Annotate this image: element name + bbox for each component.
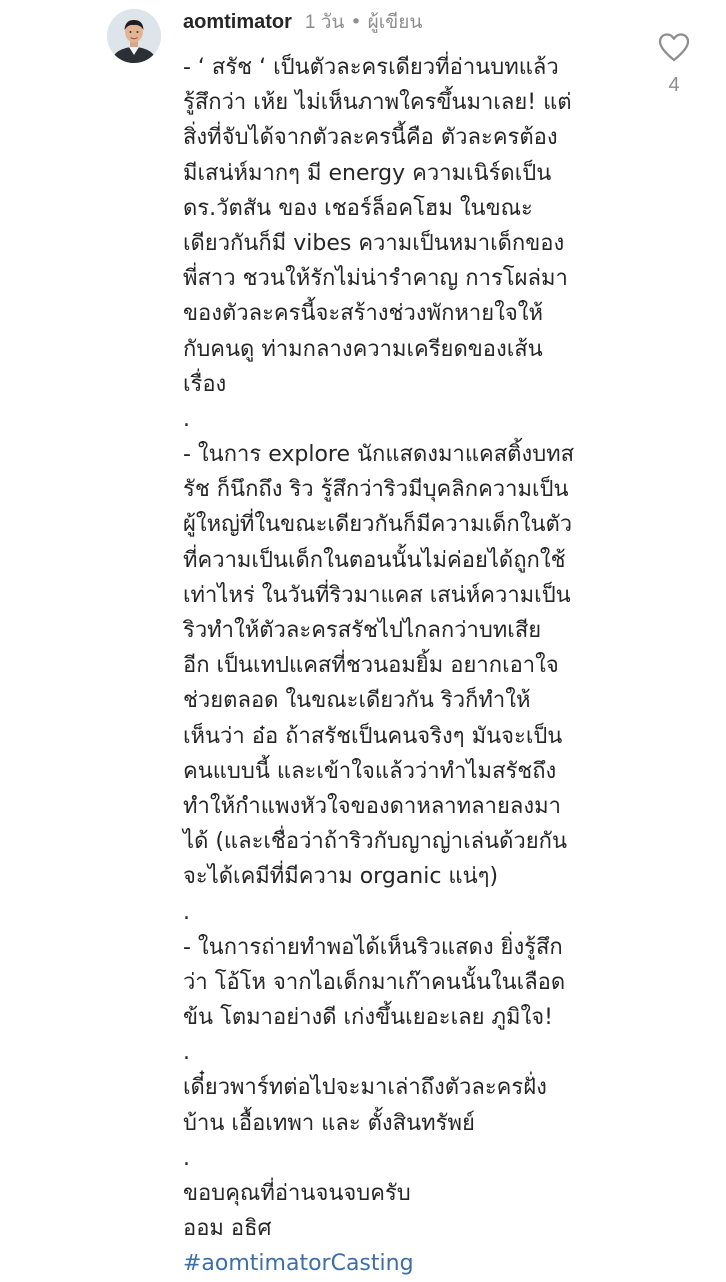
comment-line: . [183,899,190,925]
comment-line: เดี๋ยวพาร์ทต่อไปจะมาเล่าถึงตัวละครฝั่ง [183,1075,547,1101]
comment-line: ขอบคุณที่อ่านจนจบครับ [183,1181,411,1206]
comment-line: รู้สึกว่า เห้ย ไม่เห็นภาพใครขึ้นมาเลย! แต่ [183,90,572,116]
comment-line: สิ่งที่จับได้จากตัวละครนี้คือ ตัวละครต้อง [183,125,558,151]
comment-body [183,50,623,1282]
comment-line: เห็นว่า อ๋อ ถ้าสรัชเป็นคนจริงๆ มันจะเป็น [183,723,563,749]
comment-line: พี่สาว ชวนให้รักไม่น่ารำคาญ การโผล่มา [183,266,568,292]
comment-line: ได้ (และเชื่อว่าถ้าริวกับญาญ่าเล่นด้วยกัน [183,829,568,855]
comment-line: รัช ก็นึกถึง ริว รู้สึกว่าริวมีบุคลิกความเป็น [183,477,569,503]
author-badge: ผู้เขียน [367,12,423,33]
comment-line: ทำให้กำแพงหัวใจของดาหลาทลายลงมา [183,793,561,819]
comment-line: อีก เป็นเทปแคสที่ชวนอมยิ้ม อยากเอาใจ [183,653,559,679]
comment-line: เดียวกันก็มี vibes ความเป็นหมาเด็กของ [183,230,565,256]
comment-line: จะได้เคมีที่มีความ organic แน่ๆ) [183,864,499,890]
avatar-photo [107,9,161,63]
like-section [652,32,696,97]
like-count: 4 [668,74,680,96]
comment-line: ของตัวละครนี้จะสร้างช่วงพักหายใจให้ [183,301,544,327]
comment-line: มีเสน่ห์มากๆ มี energy ความเนิร์ดเป็น [183,160,552,186]
comment-line: - ในการถ่ายทำพอได้เห็นริวแสดง ยิ่งรู้สึก [183,934,563,960]
comment-line: ดร.วัตสัน ของ เชอร์ล็อคโฮม ในขณะ [183,195,533,221]
comment-line: บ้าน เอื้อเทพา และ ตั้งสินทรัพย์ [183,1110,475,1136]
username-link[interactable]: aomtimator [183,10,292,33]
separator-dot: • [350,11,362,33]
comment-line: . [183,1040,190,1066]
comment-line: - ‘ สรัช ‘ เป็นตัวละครเดียวที่อ่านบทแล้ว [183,55,559,80]
comment-line: - ในการ explore นักแสดงมาแคสติ้งบทส [183,442,575,468]
comment-time: 1 วัน [304,12,345,33]
comment-line: เท่าไหร่ ในวันที่ริวมาแคส เสน่ห์ความเป็น [183,582,571,608]
comment-line: ริวทำให้ตัวละครสรัชไปไกลกว่าบทเสีย [183,618,542,643]
comment-line: กับคนดู ท่ามกลางความเครียดของเส้น [183,336,543,362]
avatar[interactable] [107,9,161,63]
heart-outline-icon[interactable] [657,32,691,62]
hashtag-link[interactable]: #aomtimatorCasting [183,1251,414,1277]
comment-line: คนแบบนี้ และเข้าใจแล้วว่าทำไมสรัชถึง [183,758,557,784]
comment-line: ออม อธิศ [183,1216,272,1242]
comment-line: . [183,406,190,432]
comment-line: . [183,1145,190,1171]
comment-line: ที่ความเป็นเด็กในตอนนั้นไม่ค่อยได้ถูกใช้ [183,547,566,573]
comment-line: ผู้ใหญ่ที่ในขณะเดียวกันก็มีความเด็กในตัว [183,512,573,538]
comment-line: ว่า โอ้โห จากไอเด็กมาเก๊าคนนั้นในเลือด [183,969,566,995]
comment-header [183,8,422,36]
comment-line: เรื่อง [183,371,227,397]
comment-line: ช่วยตลอด ในขณะเดียวกัน ริวก็ทำให้ [183,688,531,714]
comment-line: ข้น โตมาอย่างดี เก่งขึ้นเยอะเลย ภูมิใจ! [183,1005,553,1031]
